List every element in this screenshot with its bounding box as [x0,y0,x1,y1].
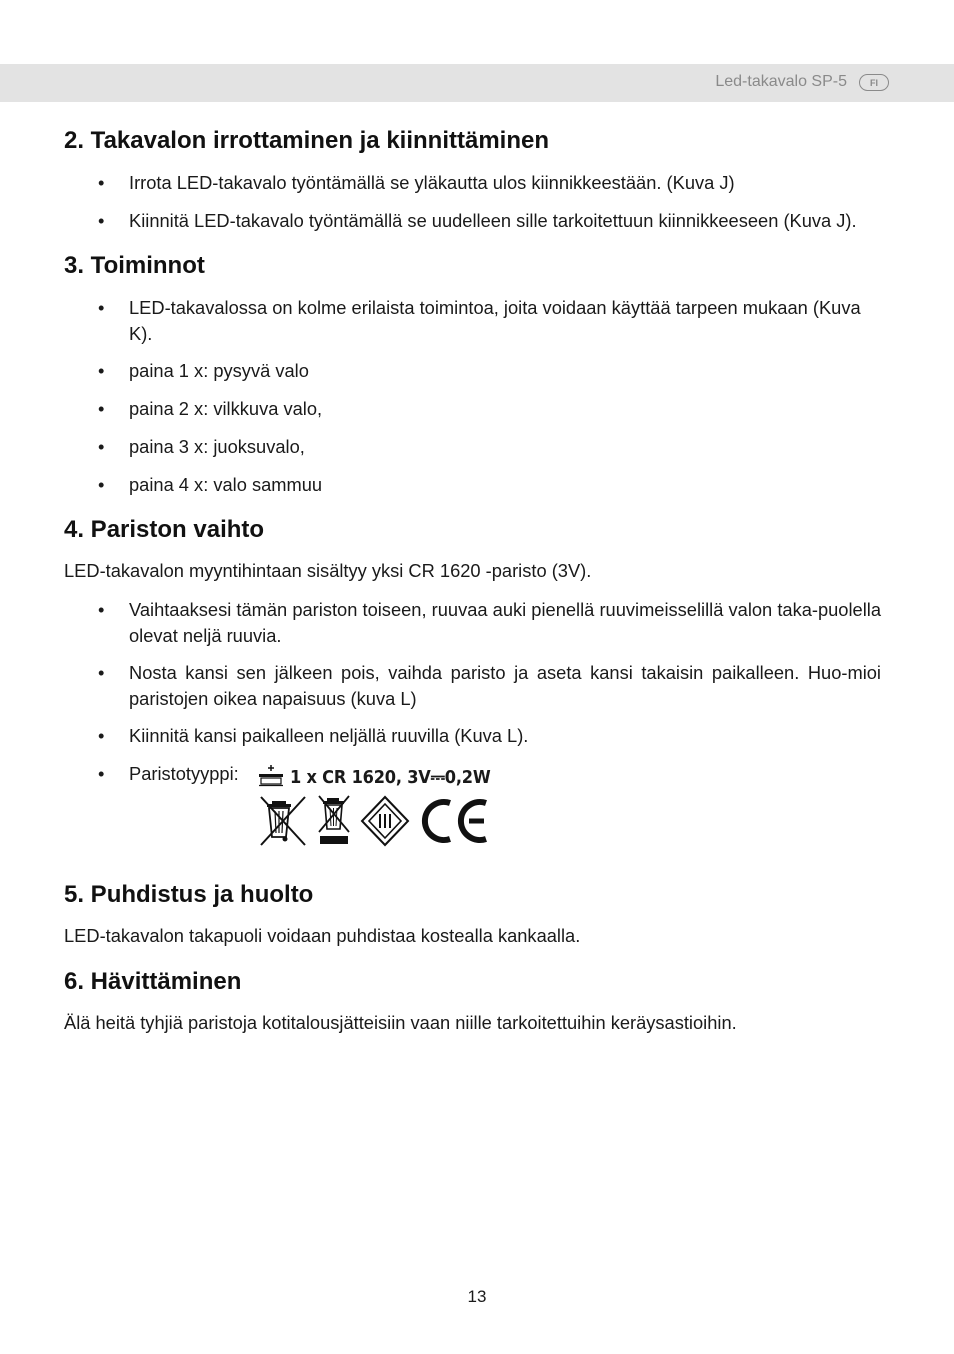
bullet-dot: • [98,398,105,419]
battery-spec-text: 1 x CR 1620, 3V⎓0,2W [290,766,491,788]
list-item: Kiinnitä kansi paikalleen neljällä ruuvilla (Kuva L). [129,725,529,746]
bullet-dot: • [98,599,105,620]
bullet-dot: • [98,725,105,746]
class-iii-icon [360,795,410,852]
list-item: Nosta kansi sen jälkeen pois, vaihda paristo ja aseta kansi takaisin paikalleen. Huo-mioi paristojen oikea napaisuus (kuva L) [129,662,881,709]
bullet-dot: • [98,662,105,683]
list-item: Paristotyyppi: [129,763,239,784]
section-text: Älä heitä tyhjiä paristoja kotitalousjätteisiin vaan niille tarkoitettuihin keräysastioihin. [64,1012,737,1033]
battery-spec [256,764,491,790]
bullet-dot: • [98,297,105,318]
weee-bin-icon [258,795,308,852]
disposal-symbols [258,797,490,849]
list-item: Vaihtaaksesi tämän pariston toiseen, ruuvaa auki pienellä ruuvimeisselillä valon taka-puolella olevat neljä ruuvia. [129,599,881,646]
list-item: Kiinnitä LED-takavalo työntämällä se uudelleen sille tarkoitettuun kiinnikkeeseen (Kuva J). [129,210,857,231]
list-item: paina 3 x: juoksuvalo, [129,436,305,457]
list-item: paina 2 x: vilkkuva valo, [129,398,323,419]
section-heading-5: 5. Puhdistus ja huolto [64,881,314,908]
page-number: 13 [467,1287,487,1306]
bullet-dot: • [98,360,105,381]
language-badge: FI [859,74,889,91]
list-item: paina 4 x: valo sammuu [129,474,323,495]
bullet-dot: • [98,763,105,784]
section-intro: LED-takavalon myyntihintaan sisältyy yksi CR 1620 -paristo (3V). [64,560,592,581]
battery-icon [256,762,286,793]
section-heading-3: 3. Toiminnot [64,252,205,279]
bullet-dot: • [98,474,105,495]
bullet-dot: • [98,436,105,457]
list-item: LED-takavalossa on kolme erilaista toimintoa, joita voidaan käyttää tarpeen mukaan (Kuva K). [129,297,861,344]
list-item: Irrota LED-takavalo työntämällä se yläkautta ulos kiinnikkeestään. (Kuva J) [129,172,735,193]
battery-bin-icon [316,795,352,852]
section-heading-6: 6. Hävittäminen [64,968,242,995]
bullet-dot: • [98,210,105,231]
section-text: LED-takavalon takapuoli voidaan puhdistaa kostealla kankaalla. [64,925,581,946]
list-item: paina 1 x: pysyvä valo [129,360,309,381]
bullet-dot: • [98,172,105,193]
header-title: Led-takavalo SP-5 [715,73,847,90]
section-heading-4: 4. Pariston vaihto [64,516,265,543]
ce-mark-icon [418,795,490,852]
section-heading-2: 2. Takavalon irrottaminen ja kiinnittäminen [64,127,550,154]
